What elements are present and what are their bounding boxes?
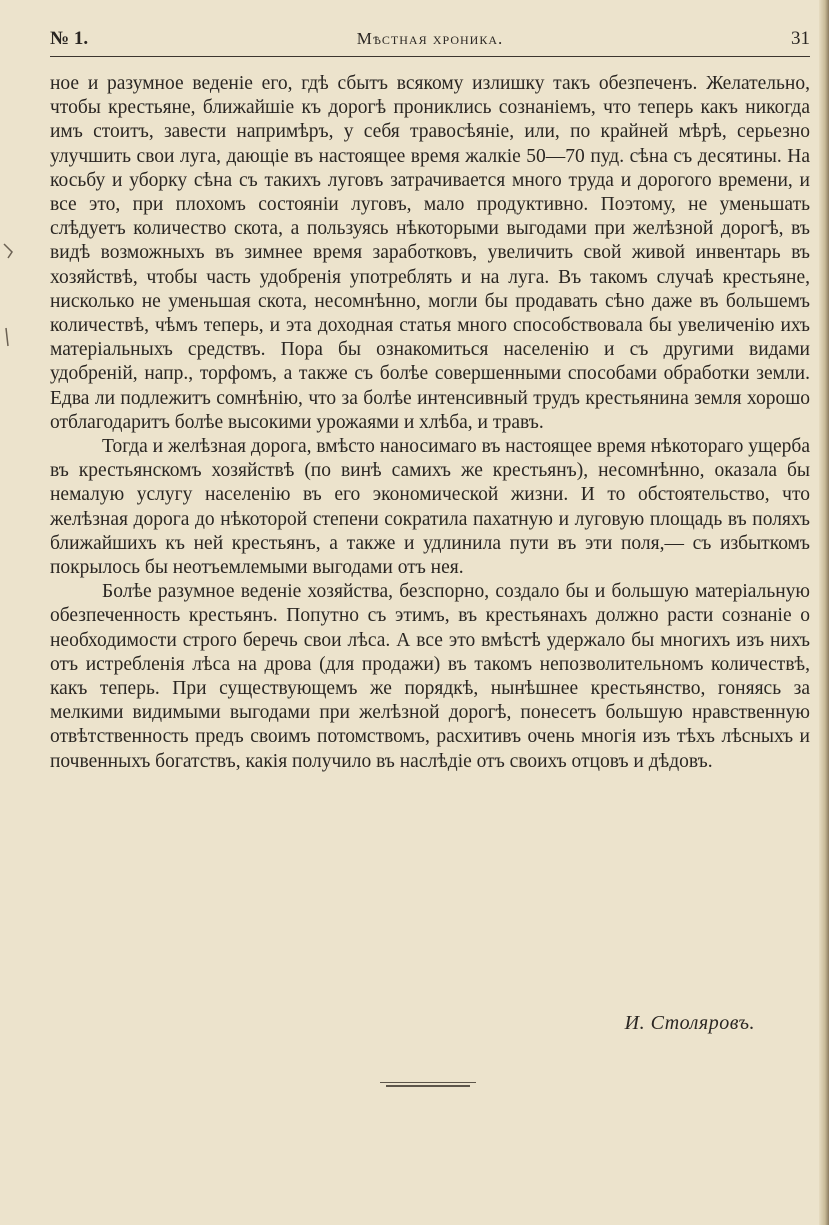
paragraph-2: Тогда и желѣзная дорога, вмѣсто наносимаго въ настоящее время нѣкотораго ущерба въ крестьянскомъ хозяйствѣ (по винѣ самихъ же крестьянъ), несомнѣнно, оказала бы немалую услугу населенію въ его экономической жизни. И то обстоятельство, что желѣзная дорога до нѣкоторой степени сократила пахатную и луговую площадь въ поляхъ ближайшихъ къ ней крестьянъ, а также и удлинила пути въ эти поля,— съ избыткомъ покрылось бы неотъемлемыми выгодами отъ нея. [50,436,810,579]
article-body [50,72,810,774]
issue-number: № 1. [50,28,89,49]
margin-pencil-mark [2,238,16,348]
closing-ornament-rule [380,1082,476,1088]
section-title: Мѣстная хроника. [356,29,504,48]
paragraph-3: Болѣе разумное веденіе хозяйства, безспорно, создало бы и большую матеріальную обезпеченность крестьянъ. Попутно съ этимъ, въ крестьянахъ должно расти сознаніе о необходимости строго беречь свои лѣса. А все это вмѣстѣ удержало бы многихъ изъ нихъ отъ истребленія лѣса на дрова (для продажи) въ такомъ непозволительномъ количествѣ, какъ теперь. При существующемъ же порядкѣ, нынѣшнее крестьянство, гоняясь за мелкими видимыми выгодами при желѣзной дорогѣ, понесетъ большую нравственную отвѣтственность предъ своимъ потомствомъ, расхитивъ очень многія изъ тѣхъ лѣсныхъ и почвенныхъ богатствъ, какія получило въ наслѣдіе отъ своихъ отцовъ и дѣдовъ. [50,581,810,772]
page-number: 31 [791,28,810,49]
book-spine-shadow [819,0,829,1225]
author-signature: И. Столяровъ. [624,1012,755,1034]
header-rule [50,56,810,57]
running-header [50,26,810,52]
paragraph-1: ное и разумное веденіе его, гдѣ сбытъ всякому излишку такъ обезпеченъ. Желательно, чтобы крестьяне, ближайшіе къ дорогѣ прониклись сознаніемъ, что теперь какъ никогда имъ стоитъ, завести напримѣръ, у себя травосѣяніе, или, по крайней мѣрѣ, серьезно улучшить свои луга, дающіе въ настоящее время жалкіе 50—70 пуд. сѣна съ десятины. На косьбу и уборку сѣна съ такихъ луговъ затрачивается много труда и дорогого времени, и все это, при плохомъ состояніи луговъ, мало продуктивно. Поэтому, не уменьшать слѣдуетъ количество скота, а пользуясь нѣкоторыми выгодами при желѣзной дорогѣ, въ видѣ возможныхъ въ зимнее время заработковъ, увеличить свой живой инвентарь въ хозяйствѣ, чтобы часть удобренія употреблять и на луга. Въ такомъ случаѣ крестьяне, нисколько не уменьшая скота, несомнѣнно, могли бы продавать сѣно даже въ большемъ количествѣ, чѣмъ теперь, и эта доходная статья много способствовала бы увеличенію ихъ матеріальныхъ средствъ. Пора бы ознакомиться населенію и съ другими видами удобреній, напр., торфомъ, а также съ болѣе совершенными способами обработки земли. Едва ли подлежитъ сомнѣнію, что за болѣе интенсивный трудъ крестьянина земля хорошо отблагодаритъ болѣе высокими урожаями и хлѣба, и травъ. [50,73,810,433]
